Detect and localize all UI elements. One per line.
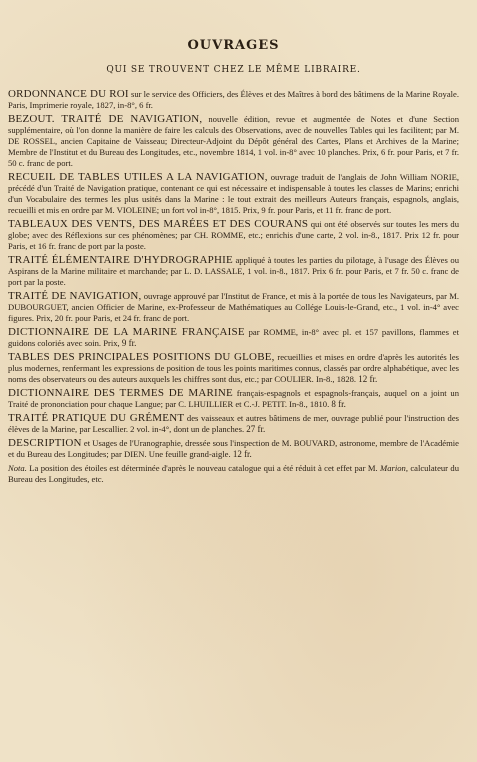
book-title: DICTIONNAIRE DE LA MARINE FRANÇAISE: [8, 326, 245, 338]
book-title: DESCRIPTION: [8, 437, 82, 449]
book-entry: [8, 388, 459, 410]
book-list: [8, 89, 459, 460]
book-description: nouvelle édition, revue et augmentée de Notes et d'une Section supplémentaire, où l'on donne la manière de faire les calculs des Observations, avec de nouvelles Tables qui les facilitent; par M. DE ROSSEL, ancien Capitaine de Vaisseau; Directeur-Adjoint du Dépôt général des Cartes, Plans et Archives de la Marine; Membre de l'Institut et du Bureau des Longitudes, etc., novembre 1814, 1 vol. in-8° avec 10 planches. Prix, 6 fr. pour Paris, et 7 fr. 50 c. franc de port.: [8, 114, 460, 168]
page-title: OUVRAGES: [187, 38, 280, 53]
book-entry: [8, 219, 459, 252]
book-description: appliqué à toutes les parties du pilotage, à l'usage des Élèves ou Aspirans de la Marine militaire et marchande; par L. D. LASSALE, 1 vol. in-8., 1817. Prix 6 fr. pour Paris, et 7 fr. 50 c. franc de port par la poste.: [8, 255, 460, 287]
book-title: TABLES DES PRINCIPALES POSITIONS DU GLOBE,: [8, 351, 275, 363]
book-description: recueillies et mises en ordre d'après les autorités les plus modernes, renfermant les expressions de position de tous les points maritimes connus, classés par ordre alphabétique, avec les noms des observateurs ou des auteurs auxquels les chiffres sont dus, etc.; par COULIER. In-8., 1828.: [8, 352, 459, 384]
book-title: TRAITÉ DE NAVIGATION,: [8, 290, 142, 302]
book-title: ORDONNANCE DU ROI: [8, 88, 129, 100]
book-title: DICTIONNAIRE DES TERMES DE MARINE: [8, 387, 233, 399]
book-description: qui ont été observés sur toutes les mers du globe; avec des Réflexions sur ces phénomènes; par CH. ROMME, etc.; enrichis d'une carte, 2 vol. in-8., 1817. Prix 12 fr. pour Paris, et 16 fr. franc de port par la poste.: [8, 219, 459, 251]
book-description: ouvrage approuvé par l'Institut de France, et mis à la portée de tous les Navigateurs, par M. DUBOURGUET, ancien Officier de Marine, ex-Professeur de Mathématiques au Collége Louis-le-Grand, etc., 1 vol. in-4° avec figures. Prix, 20 fr. pour Paris, et 24 fr. franc de port.: [8, 291, 459, 323]
book-description: et Usages de l'Uranographie, dressée sous l'inspection de M. BOUVARD, astronome, membre de l'Académie et du Bureau des Longitudes; par DIEN. Une feuille grand-aigle.: [8, 438, 459, 459]
book-entry: [8, 114, 459, 169]
book-title: RECUEIL DE TABLES UTILES A LA NAVIGATION,: [8, 171, 268, 183]
book-price: 8 fr.: [331, 399, 346, 409]
book-price: 9 fr.: [121, 338, 137, 348]
book-price: 12 fr.: [358, 374, 378, 384]
nota-label: Nota.: [8, 463, 27, 473]
book-description: sur le service des Officiers, des Élèves et des Maîtres à bord des bâtimens de la Marine Royale. Paris, Imprimerie royale, 1827, in-8°, 6 fr.: [8, 89, 459, 110]
book-entry: [8, 352, 459, 385]
nota-end: , calculateur du Bureau des Longitudes, etc.: [8, 463, 460, 484]
book-entry: [8, 255, 459, 288]
book-description: français-espagnols et espagnols-français, auquel on a joint un Traité de prononciation pour chaque Langue; par C. LHUILLIER et C.-J. PETIT. In-8., 1810.: [8, 388, 459, 409]
nota-paragraph: [8, 463, 459, 485]
book-entry: [8, 291, 459, 324]
book-entry: [8, 89, 459, 111]
book-title: TRAITÉ ÉLÉMENTAIRE D'HYDROGRAPHIE: [8, 254, 233, 266]
book-title: TRAITÉ PRATIQUE DU GRÉMENT: [8, 412, 185, 424]
book-entry: [8, 172, 459, 216]
nota-text: La position des étoiles est déterminée d'après le nouveau catalogue qui a été réduit à cet effet par M.: [29, 463, 378, 473]
book-description: ouvrage traduit de l'anglais de John William NORIE, précédé d'un Traité de Navigation pratique, contenant ce qui est nécessaire et indispensable à toutes les classes de Marins; enrichi d'un Vocabulaire des termes les plus usités dans la Marine : le tout extrait des meilleurs Auteurs français, espagnols, anglais, recueilli et mis en ordre par M. VIOLEINE; un fort vol in-8°, 1815. Prix, 9 fr. pour Paris, et 11 fr. franc de port.: [8, 172, 459, 215]
book-price: 27 fr.: [246, 424, 266, 434]
book-title: BEZOUT. TRAITÉ DE NAVIGATION,: [8, 113, 203, 125]
book-entry: [8, 413, 459, 435]
book-title: TABLEAUX DES VENTS, DES MARÉES ET DES COURANS: [8, 218, 309, 230]
nota-name: Marion: [380, 463, 406, 473]
book-entry: [8, 327, 459, 349]
book-description: des vaisseaux et autres bâtimens de mer, ouvrage publié pour l'instruction des élèves de la Marine, par Lescallier. 2 vol. in-4°, dont un de planches.: [8, 413, 459, 434]
page-subtitle: QUI SE TROUVENT CHEZ LE MÊME LIBRAIRE.: [106, 65, 361, 75]
book-entry: [8, 438, 459, 460]
book-description: par ROMME, in-8° avec pl. et 157 pavillons, flammes et guidons coloriés avec soin. Prix,: [8, 327, 459, 348]
book-price: 12 fr.: [232, 449, 252, 459]
